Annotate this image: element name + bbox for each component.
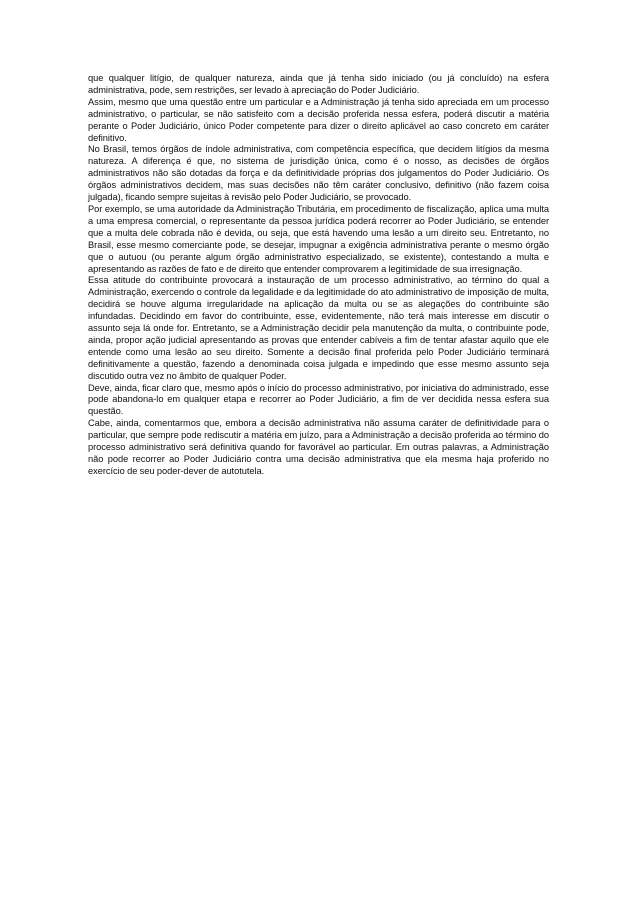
paragraph: Essa atitude do contribuinte provocará a instauração de um processo administrativo, ao término do qual a Administração, exercendo o controle da legalidade e da legitimidade do ato administrativo de imposição de multa, decidirá se houve alguma irregularidade na aplicação da multa ou se as alegações do contribuinte são infundadas. Decidindo em favor do contribuinte, esse, evidentemente, não terá mais interesse em discutir o assunto seja lá onde for. Entretanto, se a Administração decidir pela manutenção da multa, o contribuinte pode, ainda, propor ação judicial apresentando as provas que entender cabíveis a fim de tentar afastar aquilo que ele entende como uma lesão ao seu direito. Somente a decisão final proferida pelo Poder Judiciário terminará definitivamente a questão, fazendo a denominada coisa julgada e impedindo que esse mesmo assunto seja discutido outra vez no âmbito de qualquer Poder. <box>88 275 549 381</box>
paragraph: Deve, ainda, ficar claro que, mesmo após o início do processo administrativo, por iniciativa do administrado, esse pode abandona-lo em qualquer etapa e recorrer ao Poder Judiciário, a fim de ver decidida nessa esfera sua questão. <box>88 382 549 417</box>
paragraph: que qualquer litígio, de qualquer natureza, ainda que já tenha sido iniciado (ou já concluído) na esfera administrativa, pode, sem restrições, ser levado à apreciação do Poder Judiciário. <box>88 73 549 95</box>
paragraph: No Brasil, temos órgãos de índole administrativa, com competência específica, que decidem litígios da mesma natureza. A diferença é que, no sistema de jurisdição única, como é o nosso, as decisões de órgãos administrativos não são dotadas da força e da definitividade próprias dos julgamentos do Poder Judiciário. Os órgãos administrativos decidem, mas suas decisões não têm caráter conclusivo, definitivo (não fazem coisa julgada), ficando sempre sujeitas à revisão pelo Poder Judiciário, se provocado. <box>88 144 549 203</box>
paragraph: Por exemplo, se uma autoridade da Administração Tributária, em procedimento de fiscalização, aplica uma multa a uma empresa comercial, o representante da pessoa jurídica poderá recorrer ao Poder Judiciário, se entender que a multa dele cobrada não é devida, ou seja, que está havendo uma lesão a um direito seu. Entretanto, no Brasil, esse mesmo comerciante pode, se desejar, impugnar a exigência administrativa perante o mesmo órgão que o autuou (ou perante algum órgão administrativo especializado, se existente), contestando a multa e apresentando as razões de fato e de direito que entender comprovarem a legitimidade de sua irresignação. <box>88 203 549 274</box>
paragraph: Cabe, ainda, comentarmos que, embora a decisão administrativa não assuma caráter de definitividade para o particular, que sempre pode rediscutir a matéria em juízo, para a Administração a decisão proferida ao término do processo administrativo será definitiva quando for favorável ao particular. Em outras palavras, a Administração não pode recorrer ao Poder Judiciário contra uma decisão administrativa que ela mesma haja proferido no exercício de seu poder-dever de autotutela. <box>88 418 549 476</box>
document-page <box>88 73 549 478</box>
paragraph: Assim, mesmo que uma questão entre um particular e a Administração já tenha sido apreciada em um processo administrativo, o particular, se não satisfeito com a decisão proferida nessa esfera, poderá discutir a matéria perante o Poder Judiciário, único Poder competente para dizer o direito aplicável ao caso concreto em caráter definitivo. <box>88 96 549 143</box>
